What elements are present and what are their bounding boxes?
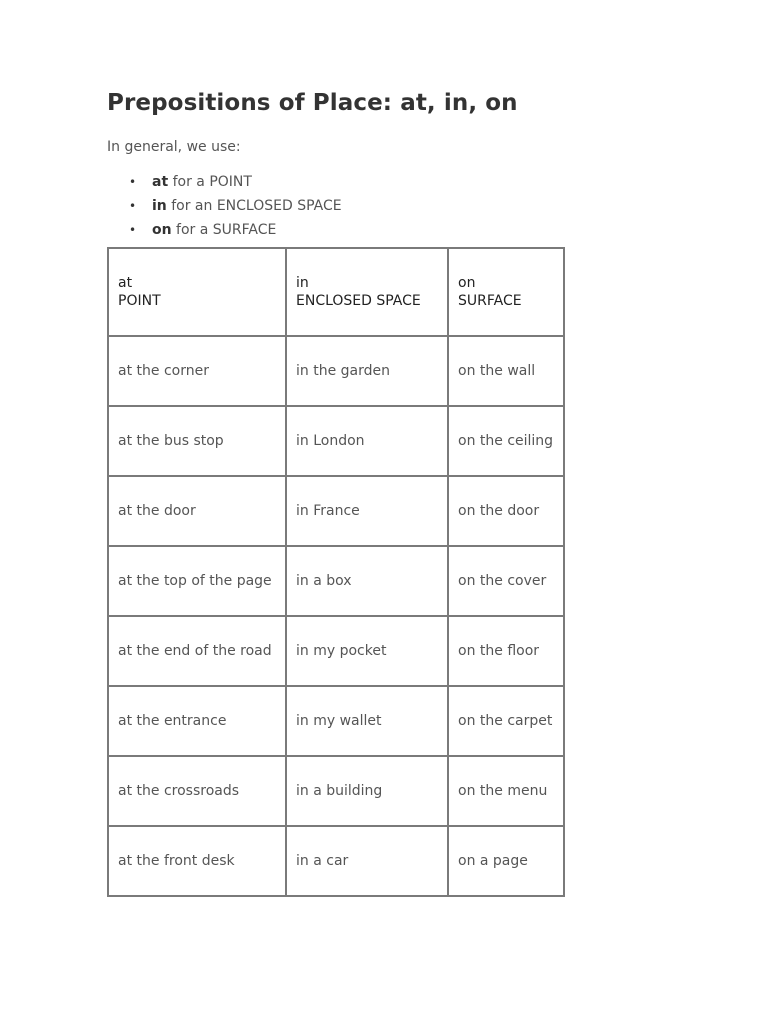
table-cell: in London <box>286 406 448 476</box>
usage-item-in <box>107 194 342 218</box>
table-cell: on the wall <box>448 336 564 406</box>
table-cell: at the front desk <box>108 826 286 896</box>
table-cell: in a building <box>286 756 448 826</box>
usage-description: for a POINT <box>172 174 252 190</box>
header-word: at <box>118 275 133 291</box>
table-cell: on the cover <box>448 546 564 616</box>
table-cell: in the garden <box>286 336 448 406</box>
bullet-icon: • <box>129 175 137 189</box>
prepositions-table <box>107 247 565 897</box>
bullet-icon: • <box>129 223 137 237</box>
table-cell: at the bus stop <box>108 406 286 476</box>
table-cell: in my wallet <box>286 686 448 756</box>
table-cell: at the crossroads <box>108 756 286 826</box>
table-row <box>108 826 564 896</box>
table-cell: at the entrance <box>108 686 286 756</box>
table-cell: at the door <box>108 476 286 546</box>
table-cell: on the carpet <box>448 686 564 756</box>
usage-preposition: in <box>152 198 167 214</box>
table-cell: on the door <box>448 476 564 546</box>
intro-text: In general, we use: <box>107 139 241 155</box>
header-cell-in <box>286 248 448 336</box>
header-word: in <box>296 275 309 291</box>
table-row <box>108 406 564 476</box>
table-cell: on a page <box>448 826 564 896</box>
table-cell: at the corner <box>108 336 286 406</box>
table-cell: on the ceiling <box>448 406 564 476</box>
table-cell: on the menu <box>448 756 564 826</box>
table-cell: in my pocket <box>286 616 448 686</box>
usage-list <box>107 170 342 242</box>
table-cell: in a box <box>286 546 448 616</box>
table-cell: in France <box>286 476 448 546</box>
table-cell: in a car <box>286 826 448 896</box>
header-word: on <box>458 275 476 291</box>
usage-preposition: at <box>152 174 169 190</box>
table-row <box>108 616 564 686</box>
table-row <box>108 546 564 616</box>
header-subtitle: SURFACE <box>458 293 522 309</box>
bullet-icon: • <box>129 199 137 213</box>
table-cell: at the end of the road <box>108 616 286 686</box>
usage-item-on <box>107 218 342 242</box>
table-row <box>108 336 564 406</box>
table-row <box>108 476 564 546</box>
header-subtitle: ENCLOSED SPACE <box>296 293 421 309</box>
header-cell-on <box>448 248 564 336</box>
table-cell: on the floor <box>448 616 564 686</box>
usage-description: for an ENCLOSED SPACE <box>171 198 342 214</box>
table-cell: at the top of the page <box>108 546 286 616</box>
usage-item-at <box>107 170 342 194</box>
header-cell-at <box>108 248 286 336</box>
page-title: Prepositions of Place: at, in, on <box>107 90 518 116</box>
table-row <box>108 686 564 756</box>
usage-preposition: on <box>152 222 172 238</box>
table-header-row <box>108 248 564 336</box>
table-row <box>108 756 564 826</box>
usage-description: for a SURFACE <box>176 222 277 238</box>
header-subtitle: POINT <box>118 293 161 309</box>
